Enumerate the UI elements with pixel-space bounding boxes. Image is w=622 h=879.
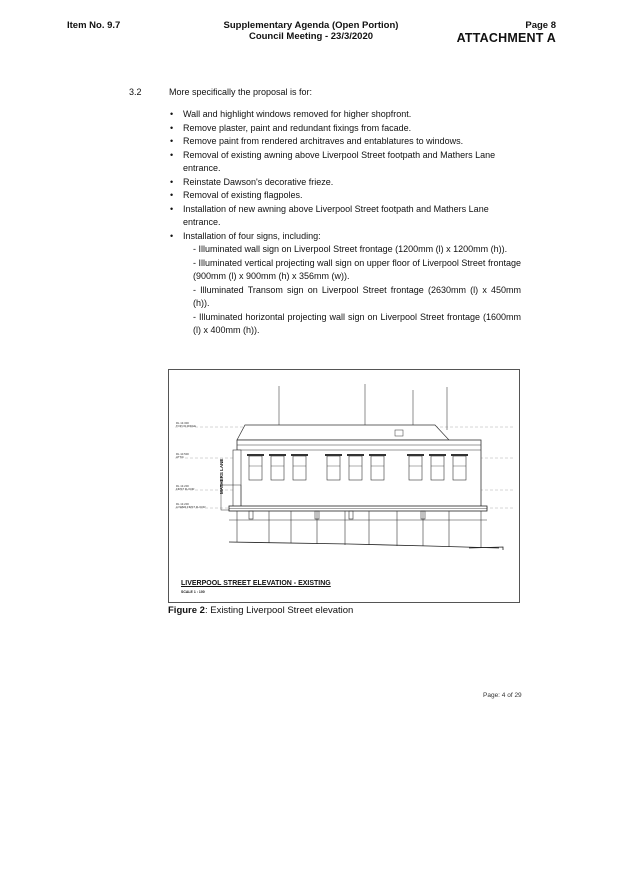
- level-label: RL 13.200 LOWER FIRST FLOOR: [176, 502, 206, 510]
- level-label: RL 10.500 ATTIC: [176, 452, 189, 460]
- caption-label: Figure 2: [168, 605, 205, 616]
- list-item-label: • Installation of four signs, including:: [183, 230, 321, 241]
- level-label: RL 13.300 TOP OF RIDGE: [176, 421, 196, 429]
- list-item: • Reinstate Dawson's decorative frieze.: [169, 176, 521, 190]
- list-item: • Remove plaster, paint and redundant fixings from facade.: [169, 122, 521, 136]
- mathers-lane-label: MATHERS LANE: [219, 458, 224, 494]
- sign-item: - Illuminated Transom sign on Liverpool Street frontage (2630mm (l) x 450mm (h)).: [193, 284, 521, 308]
- caption-text: : Existing Liverpool Street elevation: [204, 605, 354, 616]
- attachment-label: ATTACHMENT A: [456, 31, 556, 45]
- section-intro: More specifically the proposal is for:: [169, 87, 313, 97]
- list-item: • Remove paint from rendered architraves and entablatures to windows.: [169, 135, 521, 149]
- list-item: • Removal of existing awning above Liverpool Street footpath and Mathers Lane entrance.: [169, 149, 521, 176]
- sign-sublist: [183, 243, 521, 338]
- level-label: RL 13.200 FIRST FLOOR: [176, 484, 195, 492]
- list-item: • Installation of new awning above Liverpool Street footpath and Mathers Lane entrance.: [169, 203, 521, 230]
- sign-item: - Illuminated wall sign on Liverpool Street frontage (1200mm (l) x 1200mm (h)).: [193, 244, 508, 254]
- list-item-signs: [169, 230, 521, 338]
- agenda-title: Supplementary Agenda (Open Portion): [223, 20, 399, 31]
- list-item: • Removal of existing flagpoles.: [169, 189, 521, 203]
- footer-page-count: Page: 4 of 29: [483, 692, 522, 699]
- drawing-scale: SCALE 1 : 100: [181, 590, 205, 594]
- item-number: Item No. 9.7: [67, 20, 121, 31]
- elevation-drawing: [168, 369, 520, 603]
- sign-item: - Illuminated horizontal projecting wall sign on Liverpool Street frontage (1600mm (l) x 400mm (h)).: [193, 311, 521, 335]
- section-number: 3.2: [129, 87, 142, 97]
- list-item: • Wall and highlight windows removed for higher shopfront.: [169, 108, 521, 122]
- proposal-list: [169, 108, 521, 338]
- figure-caption: [168, 605, 353, 616]
- drawing-title: LIVERPOOL STREET ELEVATION - EXISTING: [181, 580, 331, 587]
- page-number: Page 8: [525, 20, 556, 31]
- meeting-date: Council Meeting - 23/3/2020: [248, 31, 374, 42]
- sign-item: - Illuminated vertical projecting wall sign on upper floor of Liverpool Street frontage (900mm (l) x 900mm (h) x 356mm (w)).: [193, 257, 521, 281]
